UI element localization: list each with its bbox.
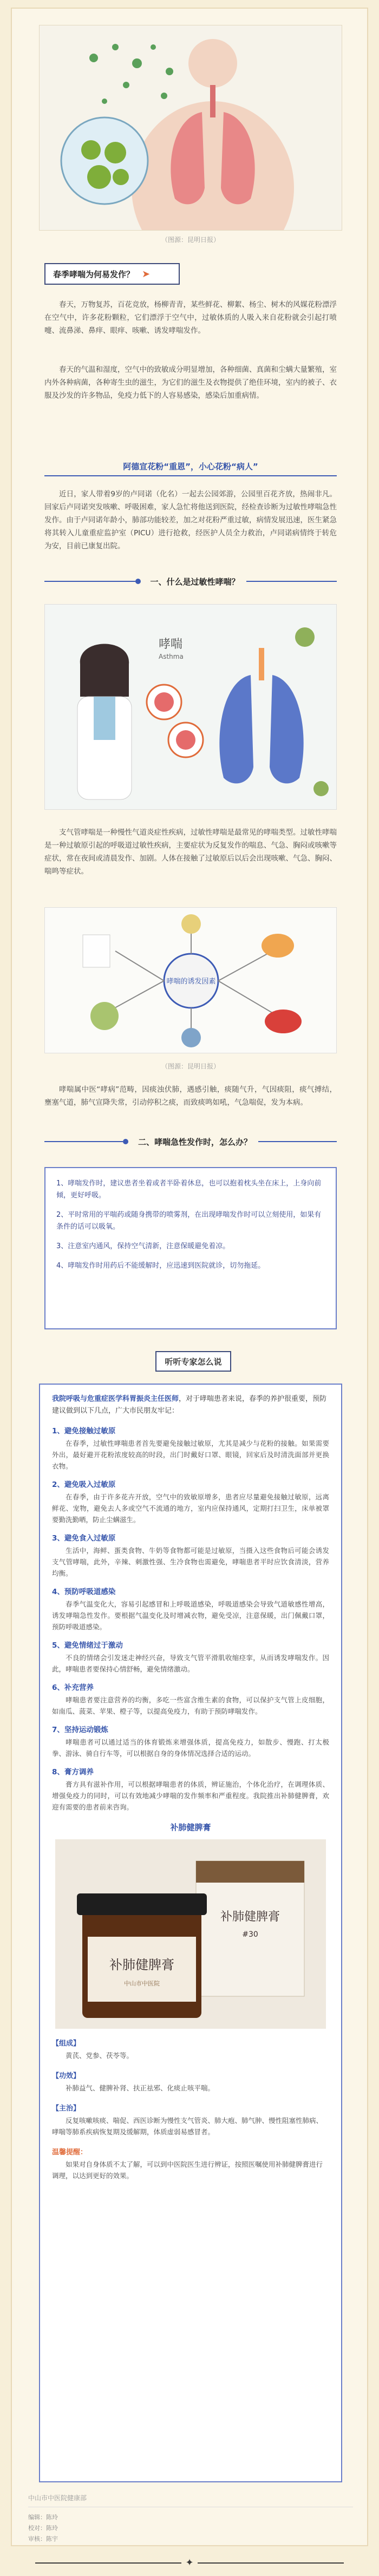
composition-label: 【组成】 xyxy=(52,2040,81,2048)
advice-item xyxy=(52,1532,329,1579)
advice-item xyxy=(52,1425,329,1472)
expert-intro-rest: ，对于哮喘患者来说，春季的养护很重要，预防建议做到以下几点，广大市民朋友牢记： xyxy=(52,1395,327,1415)
indications-text: 反复咳嗽咳痰、喘促、西医诊断为慢性支气管炎、肺大疱、肺气肿、慢性阻塞性肺病、哮喘等肺系疾病恢复期及缓解期，体质虚弱易感冒者。 xyxy=(52,2116,323,2136)
advice-title: 7、坚持运动锻炼 xyxy=(52,1726,108,1734)
tip-item: 3、注意室内通风，保持空气清新，注意保暖避免着凉。 xyxy=(56,1242,230,1250)
ornament-line-right xyxy=(198,2562,344,2564)
article-frame xyxy=(11,8,368,2546)
credit-line: 编辑：陈玲 xyxy=(28,2514,58,2521)
lung-illustration xyxy=(40,25,342,231)
ornament-line-left xyxy=(35,2562,181,2564)
topic-text: 一、什么是过敏性哮喘？ xyxy=(150,576,240,587)
section-heading-text: 春季哮喘为何易发作？ xyxy=(53,269,135,279)
expert-box xyxy=(39,1384,342,2482)
footer-org: 中山市中医院健康部 xyxy=(28,2494,87,2502)
product-indications xyxy=(52,2102,329,2138)
advice-body: 不良的情绪会引发迷走神经兴奋，导致支气管平滑肌收缩痉挛，从而诱发哮喘发作。因此，哮喘患者要保持心情舒畅，避免情绪激动。 xyxy=(52,1654,329,1673)
credits xyxy=(28,2512,58,2545)
advice-title: 4、预防呼吸道感染 xyxy=(52,1588,116,1596)
product-effect xyxy=(52,2070,329,2094)
sec2-subtitle: 阿德宣花粉“重恩”，小心花粉“病人” xyxy=(123,462,258,471)
asthma-doctor-image xyxy=(45,605,337,810)
expert-intro-bold: 我院呼吸与危重症医学科胃振炎主任医师 xyxy=(52,1395,179,1403)
paste-title: 补肺健脾膏 xyxy=(170,1823,211,1832)
product-box-label: 补肺健脾膏 xyxy=(220,1910,280,1924)
advice-body: 膏方具有滋补作用，可以根据哮喘患者的体质，辨证施治，个体化治疗，在调理体质、增强免疫力的同时，可以有效地减少哮喘的发作频率和严重程度。我院推出补肺健脾膏，欢迎有需要的患者前来咨询。 xyxy=(52,1780,329,1811)
advice-item xyxy=(52,1639,329,1675)
effect-label: 【功效】 xyxy=(52,2072,81,2080)
composition-text: 黄芪、党参、茯苓等。 xyxy=(66,2051,134,2060)
dot-icon xyxy=(135,579,141,584)
triggers-caption: （图源：昆明日报） xyxy=(161,1063,220,1070)
credit-line: 审核：陈宇 xyxy=(28,2535,58,2542)
sec1-paragraph-2: 春天的气温和湿度，空气中的致敏成分明显增加，各种细菌、真菌和尘螨大量繁殖，室内外各种病菌，各种寄生虫的滋生，为它们的滋生及衣物提供了绝佳环境，室内的被子、衣服及沙发的许多物品，免疫力低下的人容易感染，感染后加重病情。 xyxy=(44,365,337,400)
topic-bar-what-to-do xyxy=(44,1132,337,1151)
expert-tag: 听听专家怎么说 xyxy=(155,1351,231,1372)
indications-label: 【主治】 xyxy=(52,2105,81,2113)
bottom-ornament xyxy=(0,2555,379,2571)
advice-body: 哮喘患者要注意营养的均衡，多吃一些富含维生素的食物，可以保护支气管上皮细胞，如南瓜、菠菜、苹果、橙子等，以提高免疫力，有助于预防哮喘发作。 xyxy=(52,1696,329,1715)
advice-body: 生活中，海鲜、蛋类食物、牛奶等食物都可能是过敏原，当摄入这些食物后可能会诱发支气管哮喘，此外，辛辣、刺激性强、生冷食物也需避免，哮喘患者平时应饮食清淡，营养均衡。 xyxy=(52,1546,329,1577)
advice-title: 8、膏方调养 xyxy=(52,1768,94,1777)
tip-item: 4、哮喘发作时用药后不能缓解时，应迅速到医院就诊，切勿拖延。 xyxy=(56,1262,265,1270)
advice-item xyxy=(52,1585,329,1633)
warm-label: 温馨提醒： xyxy=(52,2148,88,2157)
advice-title: 6、补充营养 xyxy=(52,1683,94,1692)
expert-intro xyxy=(52,1393,329,1417)
divider-left xyxy=(44,1141,123,1142)
advice-title: 1、避免接触过敏原 xyxy=(52,1427,116,1436)
warm-reminder xyxy=(52,2146,329,2181)
arrow-icon: ➤ xyxy=(142,268,151,280)
sec1-paragraph-1: 春天，万物复苏，百花竞放，杨柳青青，某些鲜花、柳絮、杨尘、树木的风媒花粉漂浮在空气中，许多花粉颗粒，它们漂浮于空气中，过敏体质的人吸入来自花粉就会引起打喷嚏、流鼻涕、鼻痒、眼痒、咳嗽、诱发哮喘发作。 xyxy=(44,300,337,335)
credit-line: 校对：陈玲 xyxy=(28,2525,58,2532)
advice-title: 2、避免吸入过敏原 xyxy=(52,1480,116,1489)
ornament-icon: ✦ xyxy=(185,2557,194,2568)
tips-box xyxy=(44,1167,337,1329)
advice-title: 3、避免食入过敏原 xyxy=(52,1534,116,1543)
advice-item xyxy=(52,1478,329,1525)
advice-item xyxy=(52,1766,329,1813)
advice-item xyxy=(52,1723,329,1759)
advice-body: 春季气温变化大，容易引起感冒和上呼吸道感染，呼吸道感染会导致气道敏感性增高，诱发哮喘急性发作。要根据气温变化及时增减衣物，避免受凉，注意保暖，出门佩戴口罩，预防呼吸道感染。 xyxy=(52,1600,329,1631)
sec2-paragraph-1: 近日，家人带着9岁的卢同诺（化名）一起去公园郊游，公园里百花齐放，热闹非凡。回家后卢同诺突发咳嗽、呼吸困难，家人急忙将他送到医院，经检查诊断为过敏性哮喘急性发作。由于卢同诺年龄小，肺部功能较差，加之对花粉严重过敏，病情发展迅速，医生紧急将其转入儿童重症监护室（PICU）进行抢救，经医护人员全力救治，卢同诺病情终于转危为安，目前已康复出院。 xyxy=(44,490,337,550)
divider-left xyxy=(44,581,135,582)
tip-item: 1、哮喘发作时，建议患者坐着或者半卧着休息，也可以抱着枕头坐在床上，上身向前倾，更好呼吸。 xyxy=(56,1179,322,1199)
diagram-center-label: 哮喘的诱发因素 xyxy=(166,978,216,986)
hero-illustration xyxy=(39,25,342,231)
divider-right xyxy=(246,581,337,582)
section-heading-spring-asthma xyxy=(44,263,180,285)
sec2-divider xyxy=(44,475,337,476)
illus-title: 哮喘 xyxy=(159,638,183,651)
product-jar-label: 补肺健脾膏 xyxy=(109,1957,174,1972)
topic-text: 二、哮喘急性发作时，怎么办？ xyxy=(138,1137,252,1147)
advice-item xyxy=(52,1681,329,1717)
divider-right xyxy=(258,1141,337,1142)
sec3-paragraph-2: 哮喘属中医“哮病”范畴，因痰浊伏肺，遇感引触，痰随气升，气因痰阻，痰气搏结，壅塞气道，肺气宣降失常，引动停积之痰，而致痰鸣如吼，气急喘促，发为本病。 xyxy=(44,1085,337,1107)
triggers-illustration xyxy=(44,907,337,1053)
hero-caption: （图源：昆明日报） xyxy=(161,236,220,244)
advice-body: 在春季，由于许多花卉开放，空气中的致敏原增多，患者应尽量避免接触过敏原，远离鲜花、宠物，避免去人多或空气不流通的地方，室内应保持通风，定期打扫卫生，床单被罩要勤洗勤晒，防止尘螨滋生。 xyxy=(52,1493,329,1524)
sec3-paragraph-1: 支气管哮喘是一种慢性气道炎症性疾病，过敏性哮喘是最常见的哮喘类型。过敏性哮喘是一种过敏原引起的呼吸道过敏性疾病，主要症状为反复发作的喘息、气急、胸闷或咳嗽等症状，常在夜间或清晨发作、加剧。人体在接触了过敏原后以后会出现咳嗽、气急、胸闷、喘鸣等症状。 xyxy=(44,828,337,876)
topic-bar-what-is xyxy=(44,572,337,591)
product-sub: 中山市中医院 xyxy=(124,1980,160,1987)
effect-text: 补肺益气、健脾补肾、扶正祛邪、化痰止咳平喘。 xyxy=(66,2084,215,2092)
asthma-illustration xyxy=(44,604,337,810)
advice-body: 在春季，过敏性哮喘患者首先要避免接触过敏原，尤其是减少与花粉的接触。如果需要外出，最好避开花粉浓度较高的时段，出门时戴好口罩、眼镜，回家后及时清洗面部并更换衣物。 xyxy=(52,1439,329,1470)
triggers-diagram xyxy=(45,908,337,1053)
product-box-num: #30 xyxy=(242,1930,258,1939)
illus-subtitle: Asthma xyxy=(159,653,184,660)
dot-icon xyxy=(123,1139,128,1144)
product-composition xyxy=(52,2037,329,2061)
tip-item: 2、平时常用的平喘药或随身携带的喷雾剂，在出现哮喘发作时可以立刻使用，如果有条件的话可以吸氧。 xyxy=(56,1211,322,1231)
product-image xyxy=(55,1839,326,2029)
advice-title: 5、避免情绪过于激动 xyxy=(52,1641,123,1650)
advice-body: 哮喘患者可以通过适当的体育锻炼来增强体质，提高免疫力，如散步、慢跑、打太极拳、游泳、骑自行车等，可以根据自身的身体情况选择合适的运动。 xyxy=(52,1738,329,1758)
product-photo xyxy=(55,1839,326,2029)
warm-text: 如果对自身体质不太了解，可以到中医院医生进行辨证，按照医嘱使用补肺健脾膏进行调理，以达到更好的效果。 xyxy=(52,2160,323,2180)
